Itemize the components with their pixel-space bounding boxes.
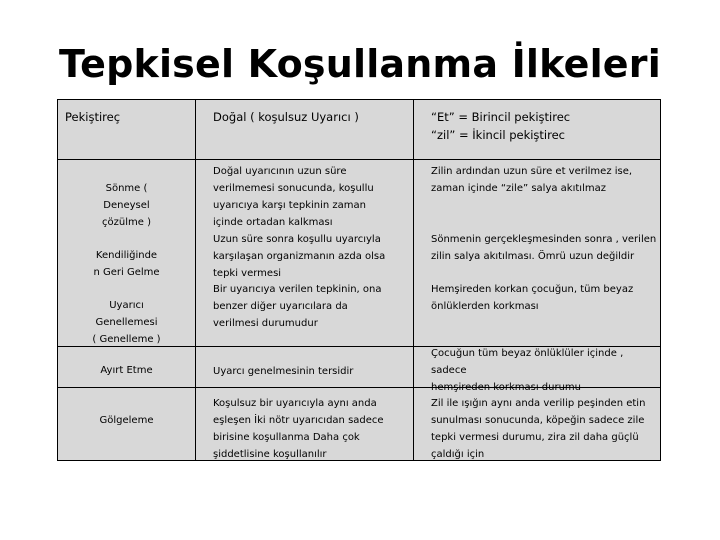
example-discrimination: Çocuğun tüm beyaz önlüklüler içinde , sadece hemşireden korkması durumu: [431, 348, 624, 393]
header-divider: [58, 159, 660, 160]
example-extinction: Zilin ardından uzun süre et verilmez ise, zaman içinde “zile” salya akıtılmaz: [431, 166, 633, 194]
definition-overshadowing: Koşulsuz bir uyarıcıyla aynı anda eşleşen İki nötr uyarıcıdan sadece birisine koşullanma Daha çok şiddetlisine koşullanılır: [213, 398, 384, 460]
example-spontaneous-recovery: Sönmenin gerçekleşmesinden sonra , verilen zilin salya akıtılması. Ömrü uzun değildir: [431, 234, 657, 262]
column-divider: [195, 100, 196, 460]
term-spontaneous-recovery: Kendiliğinde n Geri Gelme: [93, 250, 160, 278]
page-title: Tepkisel Koşullanma İlkeleri: [59, 42, 661, 86]
term-overshadowing: Gölgeleme: [99, 415, 154, 426]
example-overshadowing: Zil ile ışığın aynı anda verilip peşinden etin sunulması sonucunda, köpeğin sadece zile tepki vermesi durumu, zira zil daha güçlü çaldığı için: [431, 398, 646, 460]
column-divider: [413, 100, 414, 460]
definition-generalization: Bir uyarıcıya verilen tepkinin, ona benzer diğer uyarıcılara da verilmesi durumudur: [213, 284, 382, 329]
definition-discrimination: Uyarcı genelmesinin tersidir: [213, 366, 354, 377]
term-generalization: Uyarıcı Genellemesi ( Genelleme ): [92, 300, 161, 345]
term-discrimination: Ayırt Etme: [100, 365, 153, 376]
header-reinforcer: Pekiştireç: [65, 110, 121, 124]
header-reinforcer-types: “Et” = Birincil pekiştirec “zil” = İkincil pekiştirec: [431, 110, 571, 142]
example-generalization: Hemşireden korkan çocuğun, tüm beyaz önlüklerden korkması: [431, 284, 634, 312]
definition-spontaneous-recovery: Uzun süre sonra koşullu uyarcıyla karşılaşan organizmanın azda olsa tepki vermesi: [213, 234, 386, 279]
header-unconditioned-stimulus: Doğal ( koşulsuz Uyarıcı ): [213, 110, 359, 124]
principles-table: [57, 99, 661, 461]
term-extinction: Sönme ( Deneysel çözülme ): [102, 183, 151, 228]
definition-extinction: Doğal uyarıcının uzun süre verilmemesi sonucunda, koşullu uyarıcıya karşı tepkinin zaman içinde ortadan kalkması: [213, 166, 374, 228]
